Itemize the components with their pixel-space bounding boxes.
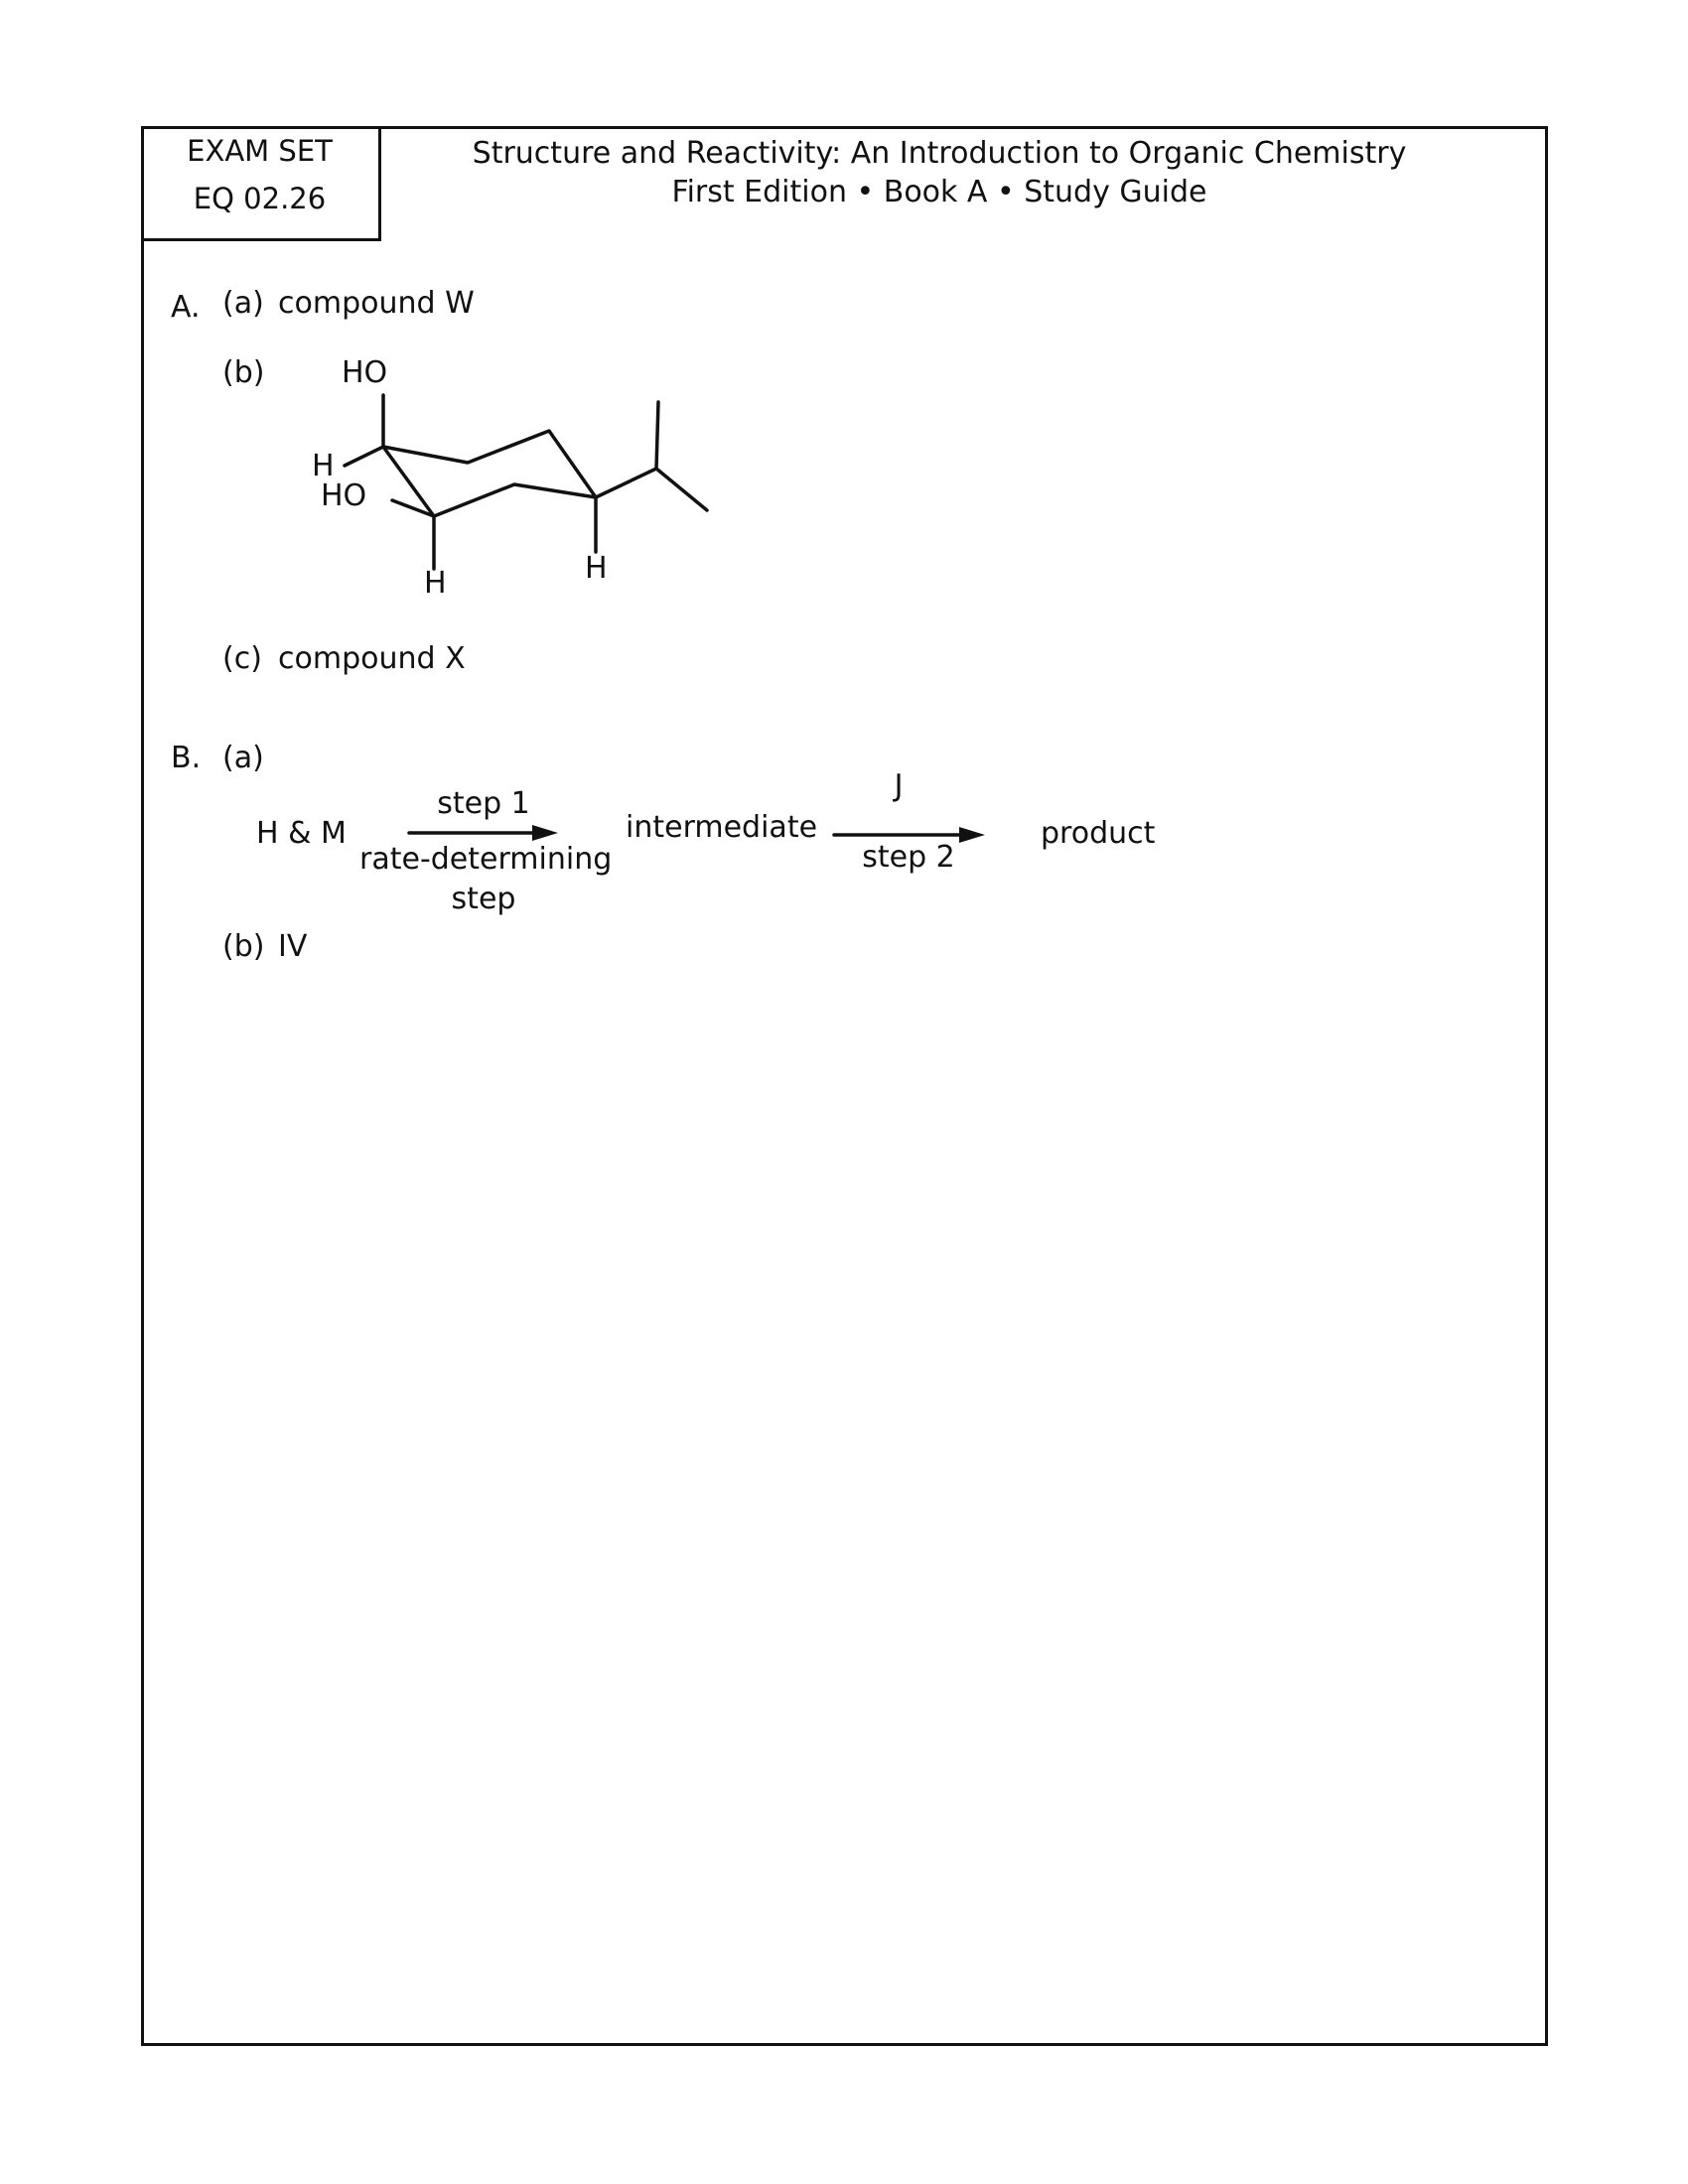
section-b-label: B. — [171, 741, 202, 775]
structure-label-left-ho: HO — [321, 478, 367, 513]
step-2-reagent: J — [894, 768, 904, 803]
step-1-sub-label-2: step — [451, 882, 516, 916]
structure-label-top-ho: HO — [342, 355, 388, 390]
exam-set-label: EXAM SET — [187, 134, 333, 168]
exam-code: EQ 02.26 — [193, 182, 327, 215]
section-a-part-a-label: (a) — [222, 286, 264, 321]
section-b-part-b-answer: IV — [278, 929, 308, 964]
section-b-part-a-label: (a) — [222, 741, 264, 775]
step-2-label: step 2 — [862, 840, 955, 875]
document-subtitle: First Edition • Book A • Study Guide — [671, 175, 1207, 209]
reaction-reactants: H & M — [256, 816, 347, 851]
section-a-part-c-label: (c) — [222, 641, 262, 676]
document-title: Structure and Reactivity: An Introduction to Organic Chemistry — [472, 136, 1407, 171]
section-a-label: A. — [171, 290, 201, 325]
reaction-product: product — [1041, 816, 1156, 851]
section-a-part-b-label: (b) — [222, 355, 265, 390]
step-1-sub-label-1: rate-determining — [359, 842, 613, 877]
reaction-intermediate: intermediate — [626, 810, 818, 845]
structure-label-bottom-h-left: H — [424, 566, 447, 601]
structure-label-bottom-h-right: H — [585, 551, 608, 586]
structure-label-left-h: H — [312, 449, 335, 483]
section-a-part-a-answer: compound W — [278, 286, 475, 321]
step-1-label: step 1 — [437, 786, 530, 821]
section-a-part-c-answer: compound X — [278, 641, 466, 676]
section-b-part-b-label: (b) — [222, 929, 265, 964]
